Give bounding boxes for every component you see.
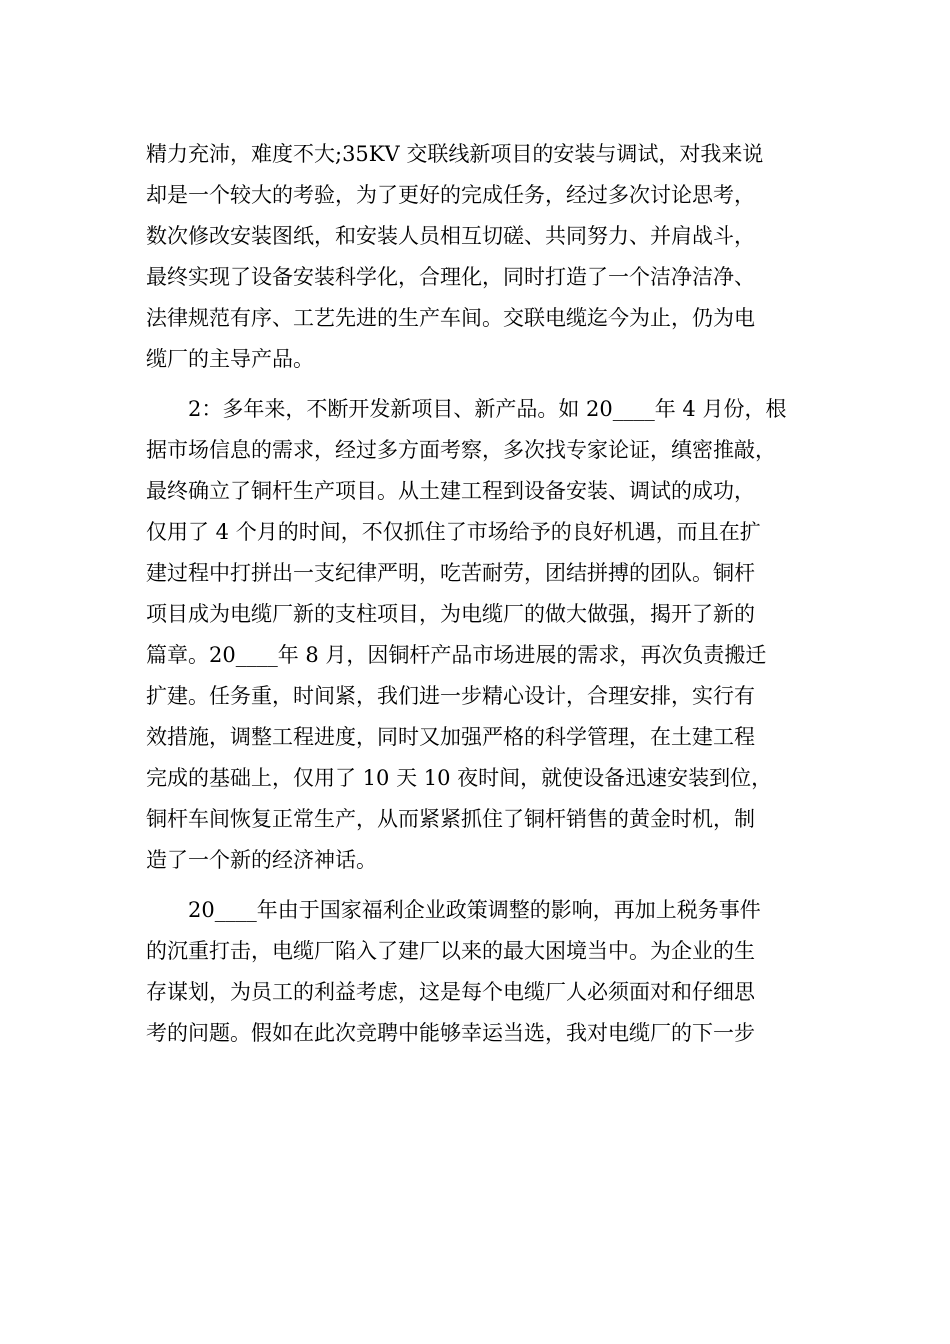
text-line: 却是一个较大的考验，为了更好的完成任务，经过多次讨论思考， [146, 183, 755, 207]
paragraph-start-line: 20____年由于国家福利企业政策调整的影响，再加上税务事件 [188, 898, 761, 922]
text-line: 造了一个新的经济神话。 [146, 848, 377, 872]
text-line: 效措施，调整工程进度，同时又加强严格的科学管理，在土建工程 [146, 725, 755, 749]
document-body [146, 134, 814, 1054]
text-line: 篇章。20____年 8 月，因铜杆产品市场进展的需求，再次负责搬迁 [146, 643, 767, 667]
text-line: 项目成为电缆厂新的支柱项目，为电缆厂的做大做强，揭开了新的 [146, 602, 755, 626]
text-line: 扩建。任务重，时间紧，我们进一步精心设计，合理安排，实行有 [146, 684, 755, 708]
text-line: 仅用了 4 个月的时间，不仅抓住了市场给予的良好机遇，而且在扩 [146, 520, 761, 544]
text-line: 数次修改安装图纸，和安装人员相互切磋、共同努力、并肩战斗， [146, 224, 755, 248]
text-line: 建过程中打拼出一支纪律严明，吃苦耐劳，团结拼搏的团队。铜杆 [146, 561, 755, 585]
text-line: 精力充沛，难度不大;35KV 交联线新项目的安装与调试，对我来说 [146, 142, 764, 166]
paragraph-start-line: 2：多年来，不断开发新项目、新产品。如 20____年 4 月份，根 [188, 397, 787, 421]
text-line: 最终确立了铜杆生产项目。从土建工程到设备安装、调试的成功， [146, 479, 755, 503]
text-line: 据市场信息的需求，经过多方面考察，多次找专家论证，缜密推敲， [146, 438, 776, 462]
text-line: 最终实现了设备安装科学化，合理化，同时打造了一个洁净洁净、 [146, 265, 755, 289]
text-line: 铜杆车间恢复正常生产，从而紧紧抓住了铜杆销售的黄金时机，制 [146, 807, 755, 831]
text-line: 考的问题。假如在此次竞聘中能够幸运当选，我对电缆厂的下一步 [146, 1021, 755, 1045]
text-line: 完成的基础上，仅用了 10 天 10 夜时间，就使设备迅速安装到位， [146, 766, 773, 790]
text-line: 存谋划，为员工的利益考虑，这是每个电缆厂人必须面对和仔细思 [146, 980, 755, 1004]
text-line: 法律规范有序、工艺先进的生产车间。交联电缆迄今为止，仍为电 [146, 306, 755, 330]
text-line: 的沉重打击，电缆厂陷入了建厂以来的最大困境当中。为企业的生 [146, 939, 755, 963]
text-line: 缆厂的主导产品。 [146, 347, 314, 371]
